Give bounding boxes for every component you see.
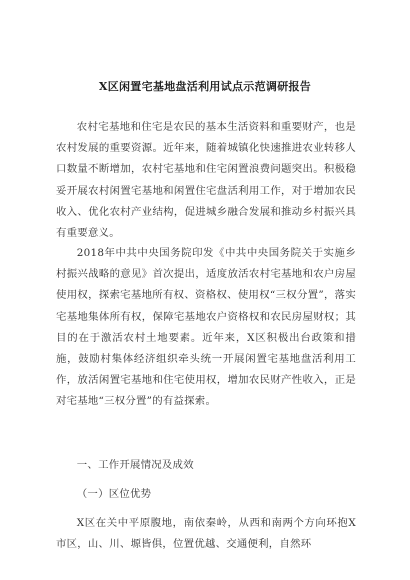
subsection-heading-block [56,484,356,505]
document-title: X区闲置宅基地盘活利用试点示范调研报告 [98,80,312,93]
paragraph-3-block [56,513,356,555]
paragraph-2: 2018年中共中央国务院印发《中共中央国务院关于实施乡村振兴战略的意见》首次提出，适度放活农村宅基地和农户房屋使用权，探索宅基地所有权、资格权、使用权“三权分置”，落实宅基地集体所有权，保障宅基地农户资格权和农民房屋财权；其目的在于激活农村土地要素。近年来，X区积极出台政策和措施，鼓励村集体经济组织牵头统一开展闲置宅基地盘活利用工作，放活闲置宅基地和住宅使用权，增加农民财产性收入，正是对宅基地“三权分置”的有益探索。 [56,247,356,408]
paragraph-1-block [56,117,356,244]
subsection-heading: （一）区位优势 [76,488,152,500]
paragraph-1: 农村宅基地和住宅是农民的基本生活资料和重要财产，也是农村发展的重要资源。近年来，随着城镇化快速推进农业转移人口数量不断增加，农村宅基地和住宅闲置浪费问题突出。积极稳妥开展农村闲置宅基地和闲置住宅盘活利用工作，对于增加农民收入、优化农村产业结构，促进城乡融合发展和推动乡村振兴具有重要意义。 [56,121,356,240]
section-heading: 一、工作开展情况及成效 [76,459,194,471]
paragraph-2-block [56,243,356,413]
paragraph-3: X区在关中平原腹地，南依秦岭，从西和南两个方向环抱X市区，山、川、塬皆俱，位置优越、交通便利，自然环 [56,517,356,551]
section-heading-block [56,455,356,476]
